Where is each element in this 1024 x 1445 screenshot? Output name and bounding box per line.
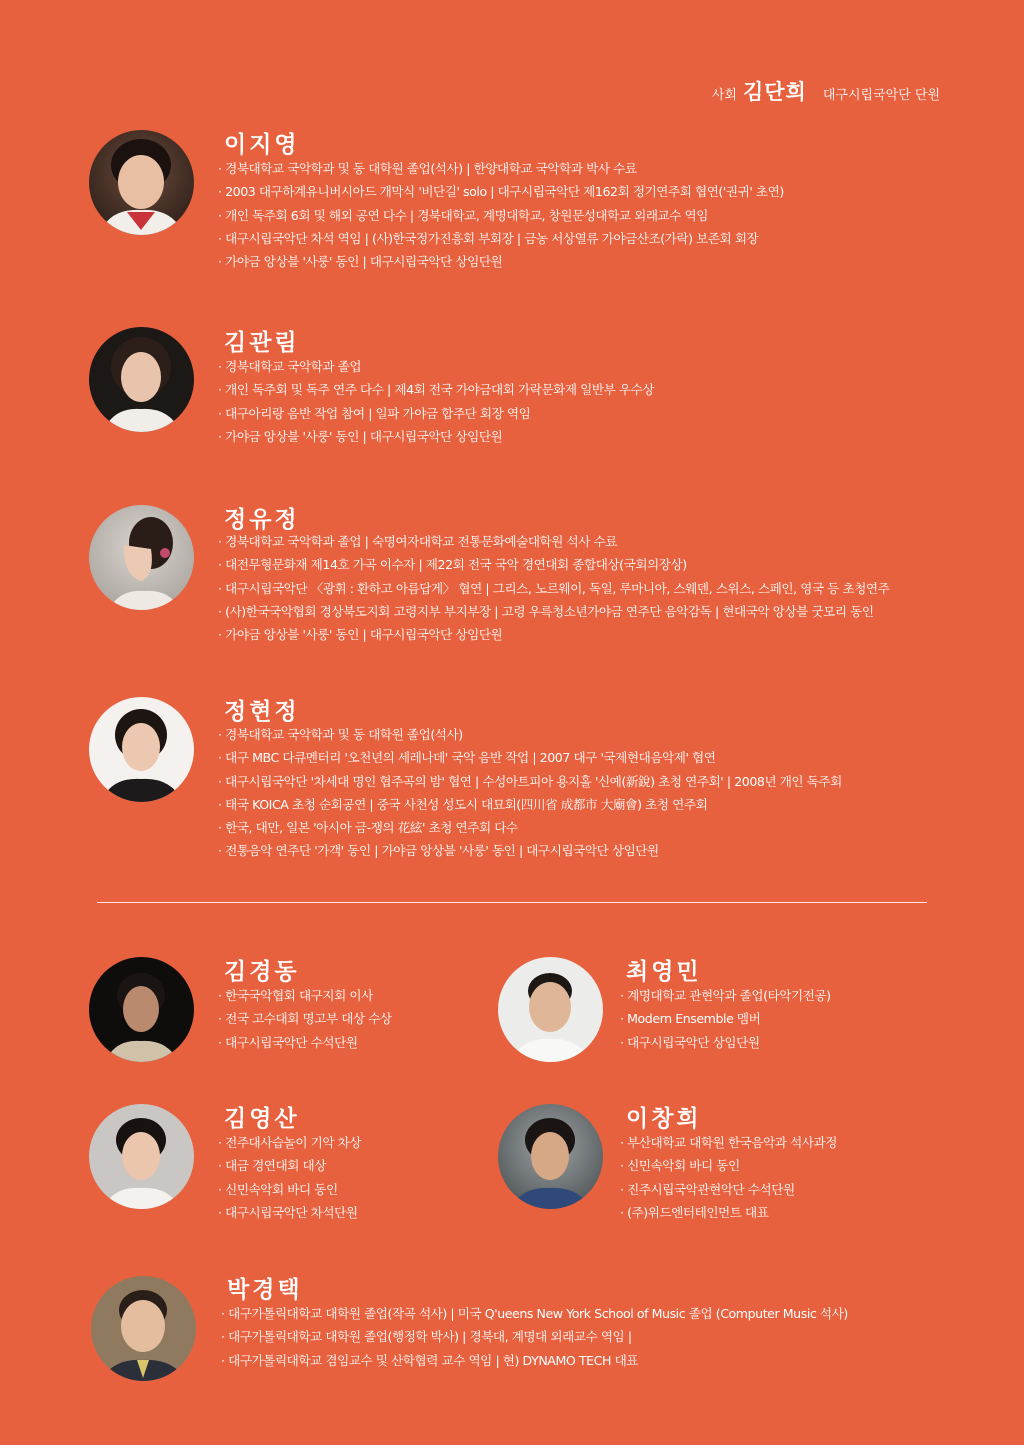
profile-photo	[89, 957, 194, 1062]
person-name: 이창희	[626, 1105, 702, 1132]
person-name: 정유정	[224, 506, 300, 533]
bio-line: · 대구 MBC 다큐멘터리 '오천년의 세레나데' 국악 음반 작업 | 2007 대구 '국제현대음악제' 협연	[218, 746, 842, 769]
profile-photo	[89, 697, 194, 802]
profile-photo	[91, 1276, 196, 1381]
bio-line: · 2003 대구하계유니버시아드 개막식 '비단길' solo | 대구시립국악단 제162회 정기연주회 협연('권귀' 초연)	[218, 180, 784, 203]
bio-line: · 대구아리랑 음반 작업 참여 | 일파 가야금 합주단 회장 역임	[218, 402, 654, 425]
bio-line: · 전국 고수대회 명고부 대상 수상	[218, 1007, 392, 1030]
bio-line: · 개인 독주회 및 독주 연주 다수 | 제4회 전국 가야금대회 가락문화제 일반부 우수상	[218, 378, 654, 401]
section-divider	[97, 902, 927, 903]
person-name: 최영민	[626, 958, 702, 985]
person-name: 김관림	[224, 329, 300, 356]
host-credit	[712, 76, 940, 106]
bio-line: · 계명대학교 관현악과 졸업(타악기전공)	[620, 984, 831, 1007]
bio-line: · 경북대학교 국악학과 및 동 대학원 졸업(석사) | 한양대학교 국악학과 박사 수료	[218, 157, 784, 180]
bio-line: · 대구시립국악단 차석 역임 | (사)한국정가진흥회 부회장 | 금농 서상열류 가야금산조(가락) 보존회 회장	[218, 227, 784, 250]
bio-line: · 대구시립국악단 〈광휘 : 환하고 아름답게〉 협연 | 그리스, 노르웨이, 독일, 루마니아, 스웨덴, 스위스, 스페인, 영국 등 초청연주	[218, 577, 889, 600]
bio-line: · 대구시립국악단 차석단원	[218, 1201, 361, 1224]
host-name: 김단희	[742, 79, 807, 104]
bio-line: · 전주대사습놀이 기악 차상	[218, 1131, 361, 1154]
bio-line: · 경북대학교 국악학과 졸업 | 숙명여자대학교 전통문화예술대학원 석사 수료	[218, 530, 889, 553]
person-name: 김영산	[224, 1105, 300, 1132]
host-role: 사회	[711, 88, 737, 103]
profile-photo	[89, 327, 194, 432]
person-name: 김경동	[224, 958, 300, 985]
bio-line: · Modern Ensemble 멤버	[620, 1007, 831, 1030]
bio-line: · 대구시립국악단 '차세대 명인 협주곡의 밤' 협연 | 수성아트피아 용지홀 '신예(新銳) 초청 연주회' | 2008년 개인 독주회	[218, 770, 842, 793]
host-affiliation: 대구시립국악단 단원	[822, 88, 940, 103]
person-name: 박경택	[227, 1276, 303, 1303]
profile-photo	[498, 957, 603, 1062]
bio-line: · 태국 KOICA 초청 순회공연 | 중국 사천성 성도시 대묘회(四川省 成都市 大廟會) 초청 연주회	[218, 793, 842, 816]
bio-line: · 진주시립국악관현악단 수석단원	[620, 1178, 837, 1201]
bio-line: · 대금 경연대회 대상	[218, 1154, 361, 1177]
bio-line: · 대전무형문화재 제14호 가곡 이수자 | 제22회 전국 국악 경연대회 종합대상(국회의장상)	[218, 553, 889, 576]
profile-photo	[89, 505, 194, 610]
bio-line: · 대구가톨릭대학교 대학원 졸업(작곡 석사) | 미국 Q'ueens New York School of Music 졸업 (Computer Music 석사)	[221, 1302, 848, 1325]
profile-photo	[498, 1104, 603, 1209]
bio-line: · 신민속악회 바디 동인	[218, 1178, 361, 1201]
bio-line: · 경북대학교 국악학과 및 동 대학원 졸업(석사)	[218, 723, 842, 746]
bio-line: · 전통음악 연주단 '가객' 동인 | 가야금 앙상블 '사룽' 동인 | 대구시립국악단 상임단원	[218, 839, 842, 862]
bio-line: · 가야금 앙상블 '사룽' 동인 | 대구시립국악단 상임단원	[218, 623, 889, 646]
person-name: 이지영	[224, 131, 300, 158]
bio-line: · 가야금 앙상블 '사룽' 동인 | 대구시립국악단 상임단원	[218, 425, 654, 448]
bio-line: · 한국국악협회 대구지회 이사	[218, 984, 392, 1007]
bio-line: · 개인 독주회 6회 및 해외 공연 다수 | 경북대학교, 계명대학교, 창원문성대학교 외래교수 역임	[218, 204, 784, 227]
bio-line: · 대구가톨릭대학교 대학원 졸업(행정학 박사) | 경북대, 계명대 외래교수 역임 |	[221, 1325, 848, 1348]
bio-line: · (주)위드엔터테인먼트 대표	[620, 1201, 837, 1224]
bio-line: · 신민속악회 바디 동인	[620, 1154, 837, 1177]
bio-line: · 한국, 대만, 일본 '아시아 금-쟁의 花絃' 초청 연주회 다수	[218, 816, 842, 839]
bio-line: · (사)한국국악협회 경상북도지회 고령지부 부지부장 | 고령 우륵청소년가야금 연주단 음악감독 | 현대국악 앙상블 굿모리 동인	[218, 600, 889, 623]
profile-photo	[89, 130, 194, 235]
bio-line: · 대구시립국악단 수석단원	[218, 1031, 392, 1054]
bio-line: · 가야금 앙상블 '사룽' 동인 | 대구시립국악단 상임단원	[218, 250, 784, 273]
bio-line: · 부산대학교 대학원 한국음악과 석사과정	[620, 1131, 837, 1154]
person-name: 정현정	[224, 698, 300, 725]
bio-line: · 대구가톨릭대학교 겸임교수 및 산학협력 교수 역임 | 현) DYNAMO TECH 대표	[221, 1349, 848, 1372]
bio-line: · 경북대학교 국악학과 졸업	[218, 355, 654, 378]
bio-line: · 대구시립국악단 상임단원	[620, 1031, 831, 1054]
profile-photo	[89, 1104, 194, 1209]
